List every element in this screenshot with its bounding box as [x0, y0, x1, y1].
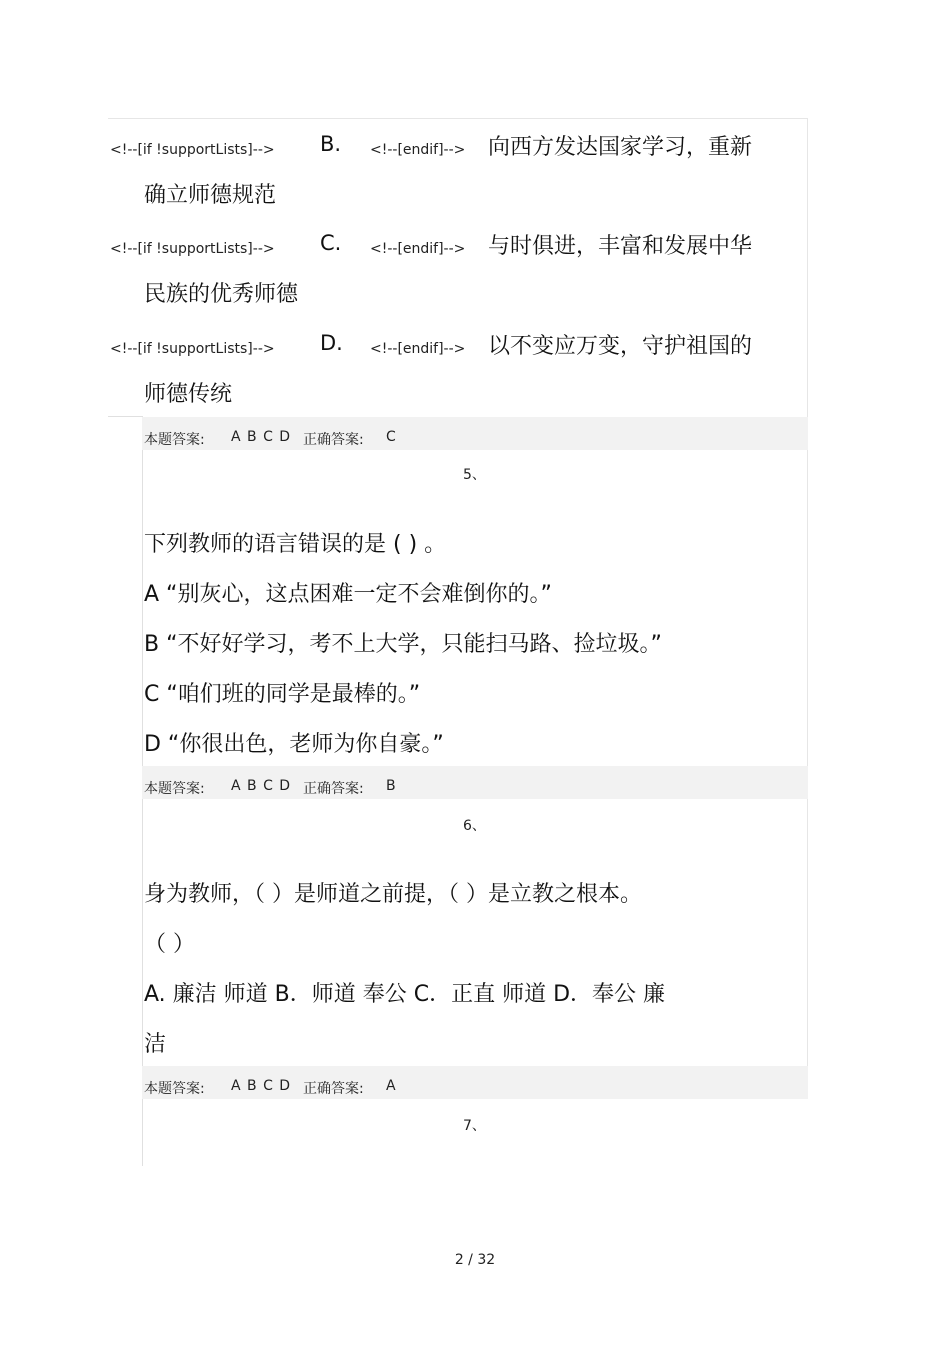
q5-option-a: A “别灰心，这点困难一定不会难倒你的。” [144, 582, 552, 607]
q4-option-b-continuation: 确立师德规范 [144, 183, 277, 208]
correct-answer-value: A [386, 1078, 396, 1094]
question-number-7: 7、 [463, 1118, 486, 1134]
answer-label: 本题答案: [144, 781, 205, 797]
q5-answer-bar [142, 766, 808, 799]
q4-option-c [110, 221, 810, 261]
q6-answer-bar [142, 1066, 808, 1099]
option-letter: D. [320, 331, 343, 355]
answer-choices: A B C D [231, 778, 292, 794]
conditional-comment-close: <!--[endif]--> [370, 142, 466, 158]
q5-option-b: B “不好好学习，考不上大学，只能扫马路、捡垃圾。” [144, 632, 662, 657]
answer-label: 本题答案: [144, 432, 205, 448]
correct-answer-label: 正确答案: [303, 1081, 364, 1097]
content-frame-step-border [108, 416, 142, 417]
q4-option-d-continuation: 师德传统 [144, 382, 233, 407]
q6-stem: 身为教师，（ ）是师道之前提，（ ）是立教之根本。 [144, 882, 642, 907]
content-frame-right-border [807, 118, 808, 1098]
q6-options: A. 廉洁 师道 B．师道 奉公 C．正直 师道 D．奉公 廉 [144, 982, 665, 1007]
option-text: 向西方发达国家学习，重新 [488, 135, 753, 160]
conditional-comment-open: <!--[if !supportLists]--> [110, 241, 275, 257]
content-frame-top-border [108, 118, 808, 119]
q6-options-continuation: 洁 [144, 1032, 167, 1057]
question-number-6: 6、 [463, 818, 486, 834]
conditional-comment-open: <!--[if !supportLists]--> [110, 142, 275, 158]
correct-answer-label: 正确答案: [303, 432, 364, 448]
correct-answer-value: C [386, 429, 396, 445]
option-letter: B. [320, 132, 342, 156]
answer-choices: A B C D [231, 1078, 292, 1094]
conditional-comment-close: <!--[endif]--> [370, 341, 466, 357]
q4-answer-bar [142, 417, 808, 450]
correct-answer-value: B [386, 778, 396, 794]
q6-stem-paren: （ ） [144, 932, 195, 957]
conditional-comment-close: <!--[endif]--> [370, 241, 466, 257]
answer-choices: A B C D [231, 429, 292, 445]
q5-stem: 下列教师的语言错误的是 ( ) 。 [144, 532, 447, 557]
q5-option-d: D “你很出色，老师为你自豪。” [144, 732, 444, 757]
q5-option-c: C “咱们班的同学是最棒的。” [144, 682, 421, 707]
q4-option-b [110, 122, 810, 162]
option-text: 与时俱进，丰富和发展中华 [488, 234, 753, 259]
answer-label: 本题答案: [144, 1081, 205, 1097]
q4-option-d [110, 321, 810, 361]
conditional-comment-open: <!--[if !supportLists]--> [110, 341, 275, 357]
question-number-5: 5、 [463, 467, 486, 483]
option-letter: C. [320, 231, 342, 255]
page-number: 2 / 32 [454, 1252, 496, 1268]
option-text: 以不变应万变，守护祖国的 [488, 334, 753, 359]
q4-option-c-continuation: 民族的优秀师德 [144, 282, 299, 307]
correct-answer-label: 正确答案: [303, 781, 364, 797]
